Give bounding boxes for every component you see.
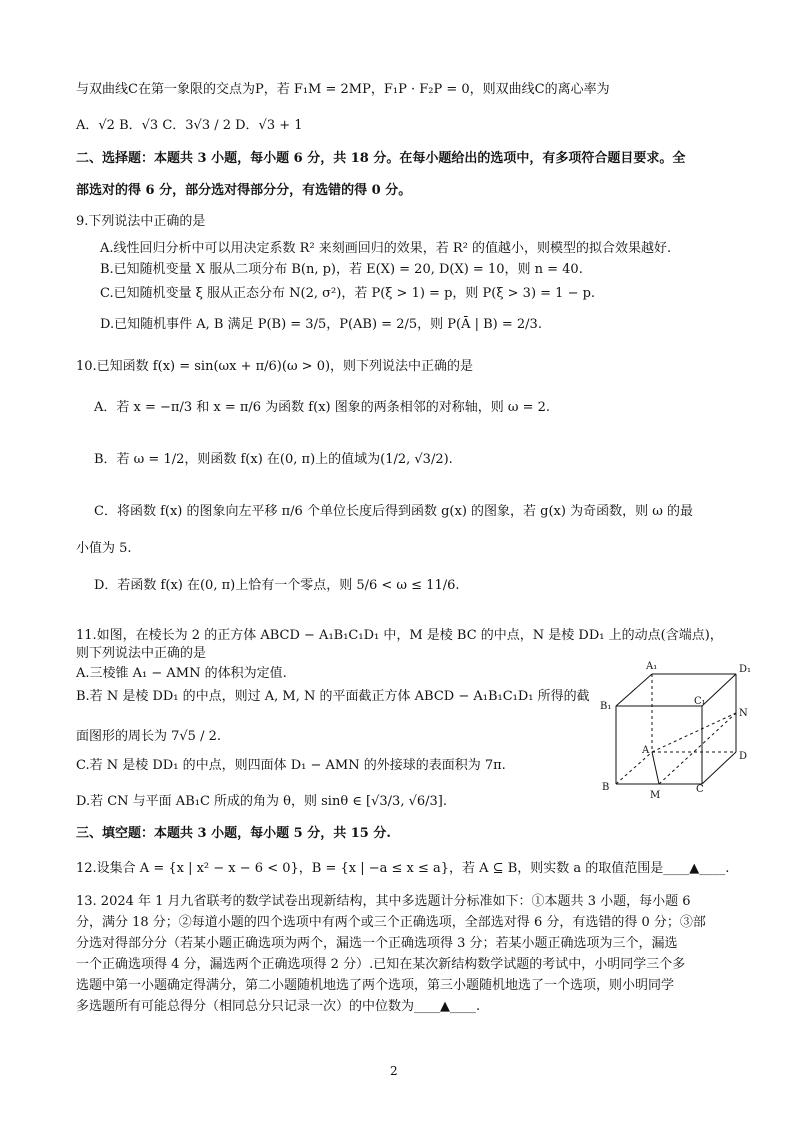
label-c1: C₁ [694, 696, 706, 707]
section-2-heading-cont: 部选对的得 6 分，部分选对得部分分，有选错的得 0 分。 [76, 183, 412, 198]
label-d1: D₁ [739, 664, 752, 675]
q12: 12.设集合 A = {x | x² − x − 6 < 0}，B = {x | −a ≤ x ≤ a}，若 A ⊆ B，则实数 a 的取值范围是____▲____. [76, 861, 730, 876]
q10-option-d: D．若函数 f(x) 在(0, π)上恰有一个零点，则 5/6 < ω ≤ 11/6. [94, 578, 460, 593]
label-n: N [739, 708, 748, 719]
q9-option-c: C.已知随机变量 ξ 服从正态分布 N(2, σ²)，若 P(ξ > 1) = p，则 P(ξ > 3) = 1 − p. [100, 286, 596, 301]
label-b: B [602, 782, 610, 793]
q13-line-6: 多选题所有可能总得分（相同总分只记录一次）的中位数为____▲____. [76, 999, 481, 1014]
section-3-heading: 三、填空题：本题共 3 小题，每小题 5 分，共 15 分. [76, 826, 391, 841]
q9-stem: 9.下列说法中正确的是 [76, 214, 206, 229]
q11-stem: 11.如图，在棱长为 2 的正方体 ABCD − A₁B₁C₁D₁ 中，M 是棱 BC 的中点，N 是棱 DD₁ 上的动点(含端点)， [76, 628, 723, 643]
label-d: D [739, 751, 748, 762]
q9-option-a: A.线性回归分析中可以用决定系数 R² 来刻画回归的效果，若 R² 的值越小，则模型的拟合效果越好. [100, 241, 672, 256]
q10-option-a: A．若 x = −π/3 和 x = π/6 为函数 f(x) 图象的两条相邻的对称轴，则 ω = 2. [94, 400, 551, 415]
q11-option-b: B.若 N 是棱 DD₁ 的中点，则过 A, M, N 的平面截正方体 ABCD − A₁B₁C₁D₁ 所得的截 [76, 689, 590, 704]
q13-line-3: 分选对得部分分（若某小题正确选项为两个，漏选一个正确选项得 3 分；若某小题正确选项为三个，漏选 [76, 936, 678, 951]
q11-option-a: A.三棱锥 A₁ − AMN 的体积为定值. [76, 666, 287, 681]
q13-line-5: 选题中第一小题确定得满分，第二小题随机地选了两个选项，第三小题随机地选了一个选项，则小明同学 [76, 978, 675, 993]
q8-options: A．√2 B．√3 C．3√3 / 2 D．√3 + 1 [76, 118, 303, 133]
label-a: A [642, 745, 650, 756]
q10-option-b: B．若 ω = 1/2，则函数 f(x) 在(0, π)上的值域为(1/2, √3/2). [94, 452, 453, 467]
q11-option-d: D.若 CN 与平面 AB₁C 所成的角为 θ，则 sinθ ∈ [√3/3, √6/3]. [76, 794, 448, 809]
label-c: C [696, 784, 704, 795]
q11-option-c: C.若 N 是棱 DD₁ 的中点，则四面体 D₁ − AMN 的外接球的表面积为 7π. [76, 758, 506, 773]
line-1: 与双曲线C在第一象限的交点为P，若 F₁M = 2MP，F₁P · F₂P = 0，则双曲线C的离心率为 [76, 82, 610, 97]
page-number: 2 [390, 1064, 398, 1078]
q11-stem-cont: 则下列说法中正确的是 [76, 646, 207, 661]
label-a1: A₁ [646, 661, 658, 672]
cube-figure [596, 656, 766, 806]
q11-option-b-cont: 面图形的周长为 7√5 / 2. [76, 729, 222, 744]
q9-option-b: B.已知随机变量 X 服从二项分布 B(n, p)，若 E(X) = 20, D(X) = 10，则 n = 40. [100, 262, 583, 277]
q13-line-2: 分，满分 18 分；②每道小题的四个选项中有两个或三个正确选项，全部选对得 6 分，有选错的得 0 分；③部 [76, 915, 706, 930]
q13-line-4: 一个正确选项得 4 分，漏选两个正确选项得 2 分）.已知在某次新结构数学试题的考试中，小明同学三个多 [76, 957, 686, 972]
q10-option-c-cont: 小值为 5. [76, 541, 132, 556]
q9-option-d: D.已知随机事件 A, B 满足 P(B) = 3/5，P(AB) = 2/5，则 P(Ā | B) = 2/3. [100, 317, 542, 332]
section-2-heading: 二、选择题：本题共 3 小题，每小题 6 分，共 18 分。在每小题给出的选项中，有多项符合题目要求。全 [76, 151, 686, 166]
label-m: M [650, 790, 661, 801]
q13-line-1: 13. 2024 年 1 月九省联考的数学试卷出现新结构，其中多选题计分标准如下：①本题共 3 小题，每小题 6 [76, 894, 691, 909]
q10-option-c: C．将函数 f(x) 的图象向左平移 π/6 个单位长度后得到函数 g(x) 的图象，若 g(x) 为奇函数，则 ω 的最 [94, 504, 693, 519]
q10-stem: 10.已知函数 f(x) = sin(ωx + π/6)(ω > 0)，则下列说法中正确的是 [76, 359, 474, 374]
label-b1: B₁ [600, 701, 612, 712]
